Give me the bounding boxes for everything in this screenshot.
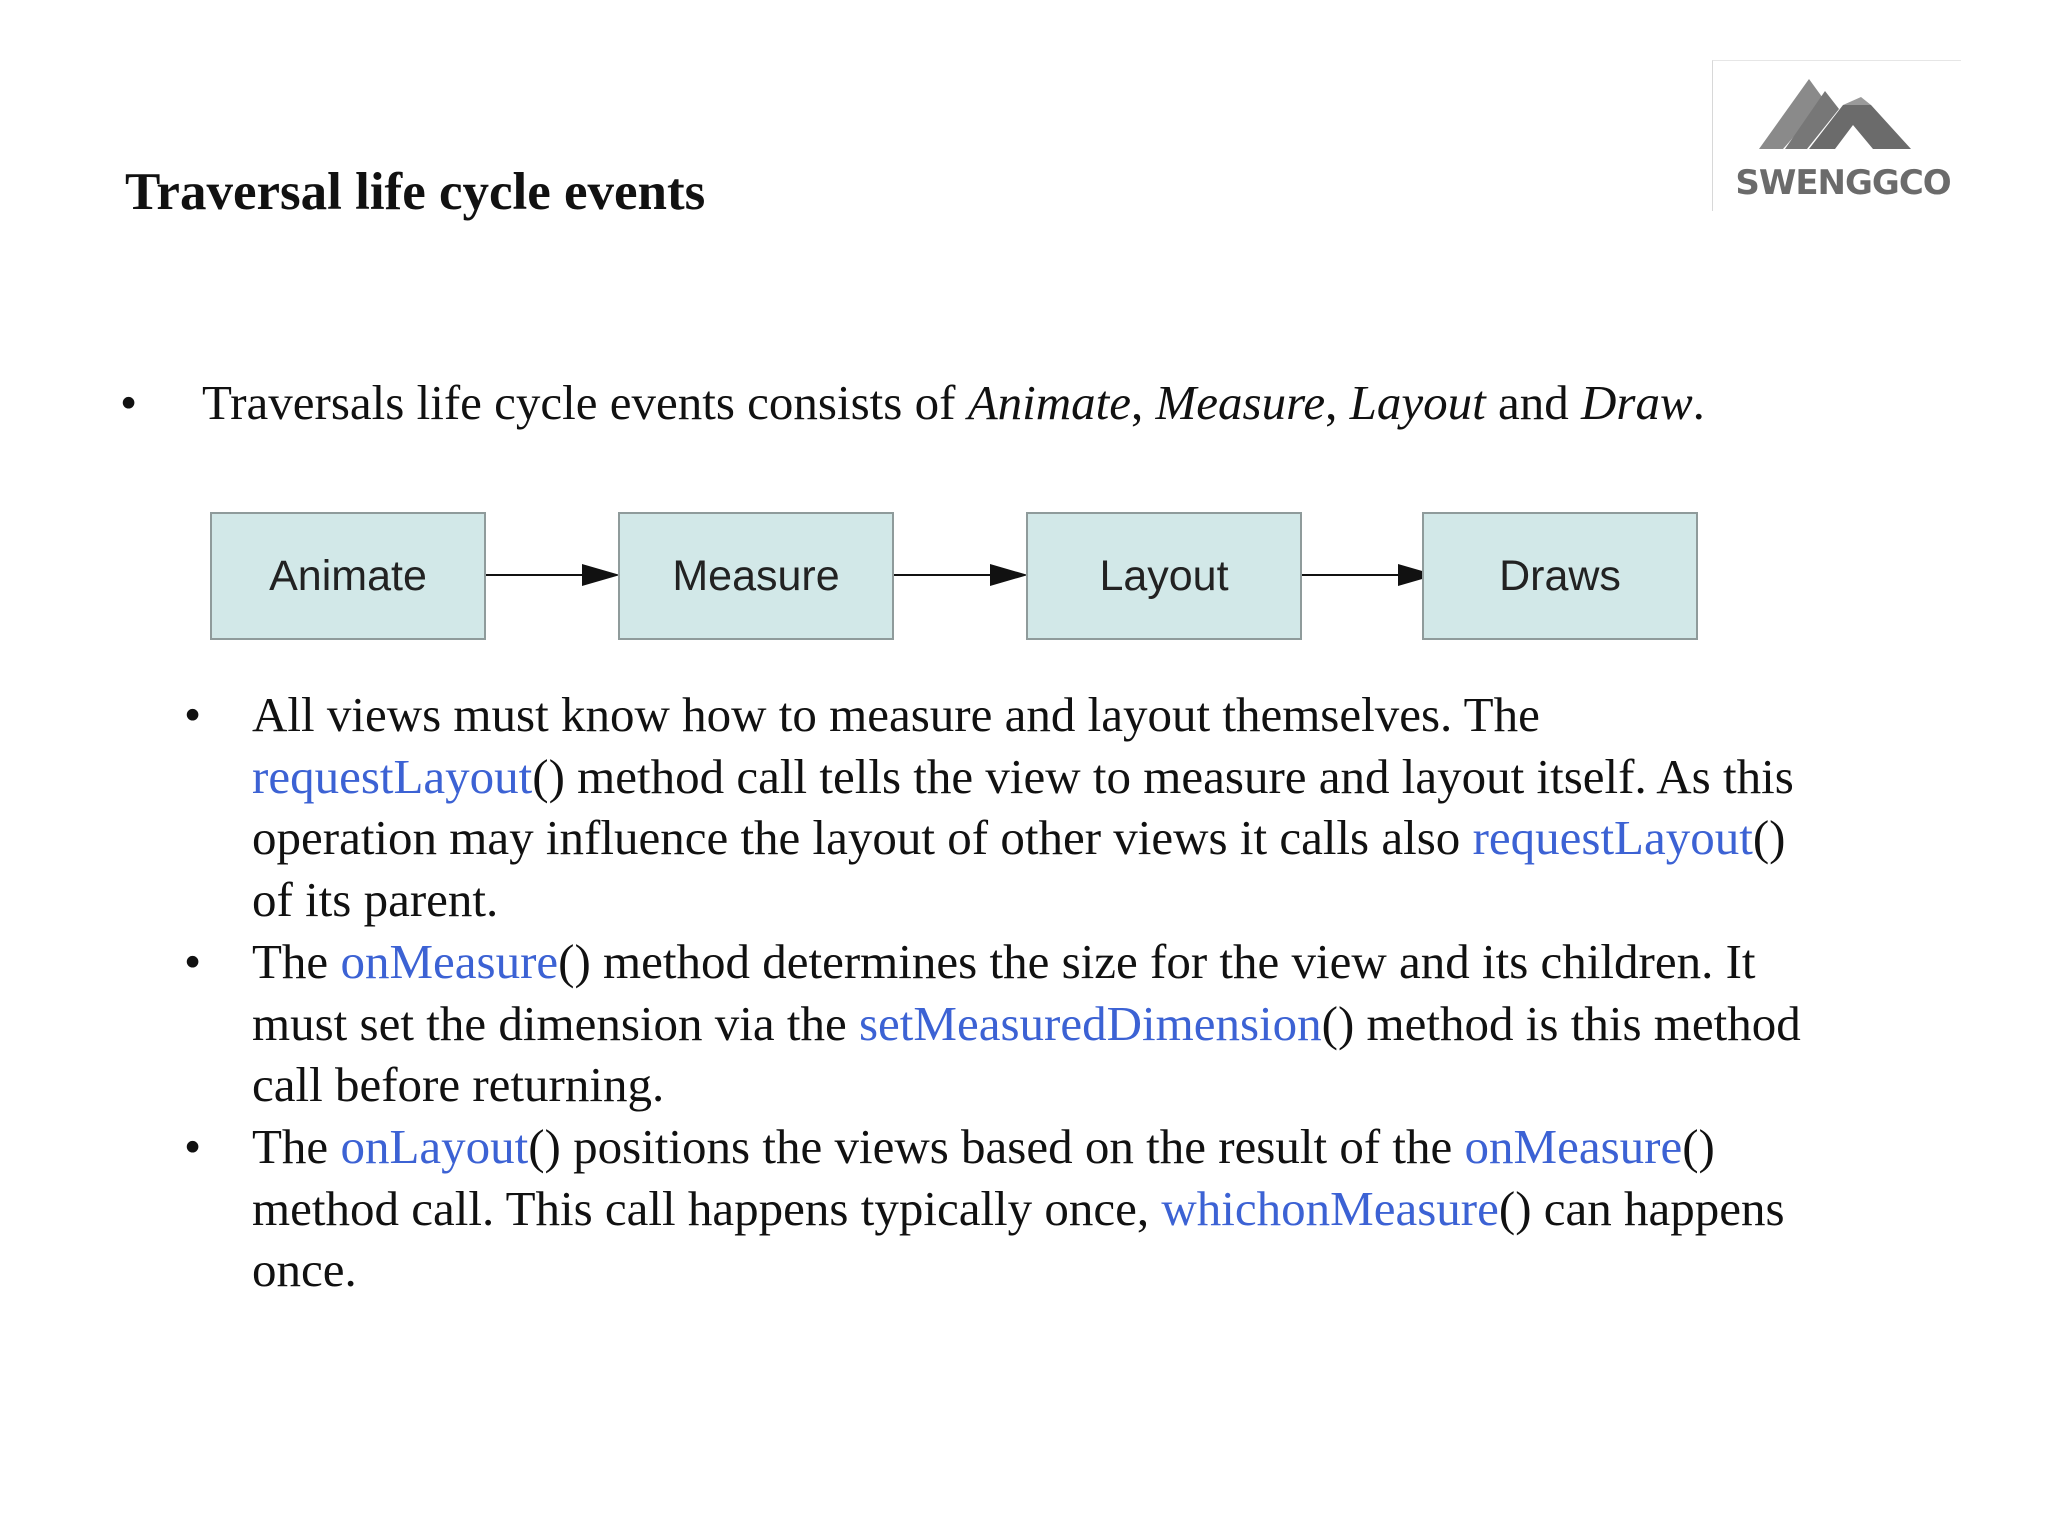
intro-text xyxy=(202,372,1705,434)
intro-sep: , xyxy=(1130,375,1156,430)
stage-box-measure: Measure xyxy=(618,512,894,640)
intro-end: . xyxy=(1692,375,1705,430)
intro-and: and xyxy=(1485,375,1581,430)
list-item xyxy=(182,1116,1822,1301)
stage-box-layout: Layout xyxy=(1026,512,1302,640)
on-measure-link[interactable]: onMeasure xyxy=(1464,1118,1683,1174)
item-text: All views must know how to measure and layout themselves. The xyxy=(252,687,1540,742)
list-item xyxy=(182,931,1822,1116)
term-draw: Draw xyxy=(1581,375,1693,430)
company-logo xyxy=(1712,60,1961,211)
flow-arrow xyxy=(1302,574,1436,578)
on-layout-link[interactable]: onLayout xyxy=(340,1118,529,1174)
item-text: () of its parent. xyxy=(252,810,1786,928)
item-text: () method call tells the view to measure and layout itself. As this operation may influence the layout of other views it calls also xyxy=(252,748,1794,866)
term-layout: Layout xyxy=(1349,375,1486,430)
request-layout-link[interactable]: requestLayout xyxy=(1472,810,1753,866)
term-animate: Animate xyxy=(967,375,1131,430)
bullet-marker: • xyxy=(184,1118,202,1174)
mountain-peaks-icon xyxy=(1713,61,1961,161)
item-text: () method call. This call happens typically once, xyxy=(252,1118,1715,1236)
item-text: The xyxy=(252,933,341,989)
logo-text: SWENGGCO xyxy=(1735,163,1951,203)
item-text: () method determines the size for the view and its children. It must set the dimension via the xyxy=(252,933,1756,1051)
on-measure-link[interactable]: onMeasure xyxy=(340,933,559,989)
flow-arrow xyxy=(486,574,620,578)
item-text: () can happens once. xyxy=(252,1180,1785,1298)
intro-sep: , xyxy=(1325,375,1350,430)
stage-box-draws: Draws xyxy=(1422,512,1698,640)
slide-title: Traversal life cycle events xyxy=(125,163,706,221)
bullet-marker: • xyxy=(184,687,202,742)
intro-prefix: Traversals life cycle events consists of xyxy=(202,375,968,430)
bullet-marker: • xyxy=(184,933,202,989)
set-measured-dimension-link[interactable]: setMeasuredDimension xyxy=(858,995,1322,1051)
item-text: The xyxy=(252,1118,341,1174)
list-item xyxy=(182,684,1822,931)
flow-arrow xyxy=(894,574,1028,578)
item-text: () positions the views based on the result of the xyxy=(528,1118,1465,1174)
request-layout-link[interactable]: requestLayout xyxy=(252,748,533,804)
item-text: () method is this method call before returning. xyxy=(252,995,1801,1113)
detail-bullet-list xyxy=(182,684,1822,1301)
lifecycle-flow-diagram xyxy=(190,490,1730,660)
term-measure: Measure xyxy=(1155,375,1326,430)
bullet-marker: • xyxy=(120,375,138,430)
stage-box-animate: Animate xyxy=(210,512,486,640)
which-on-measure-link[interactable]: whichonMeasure xyxy=(1161,1180,1499,1236)
